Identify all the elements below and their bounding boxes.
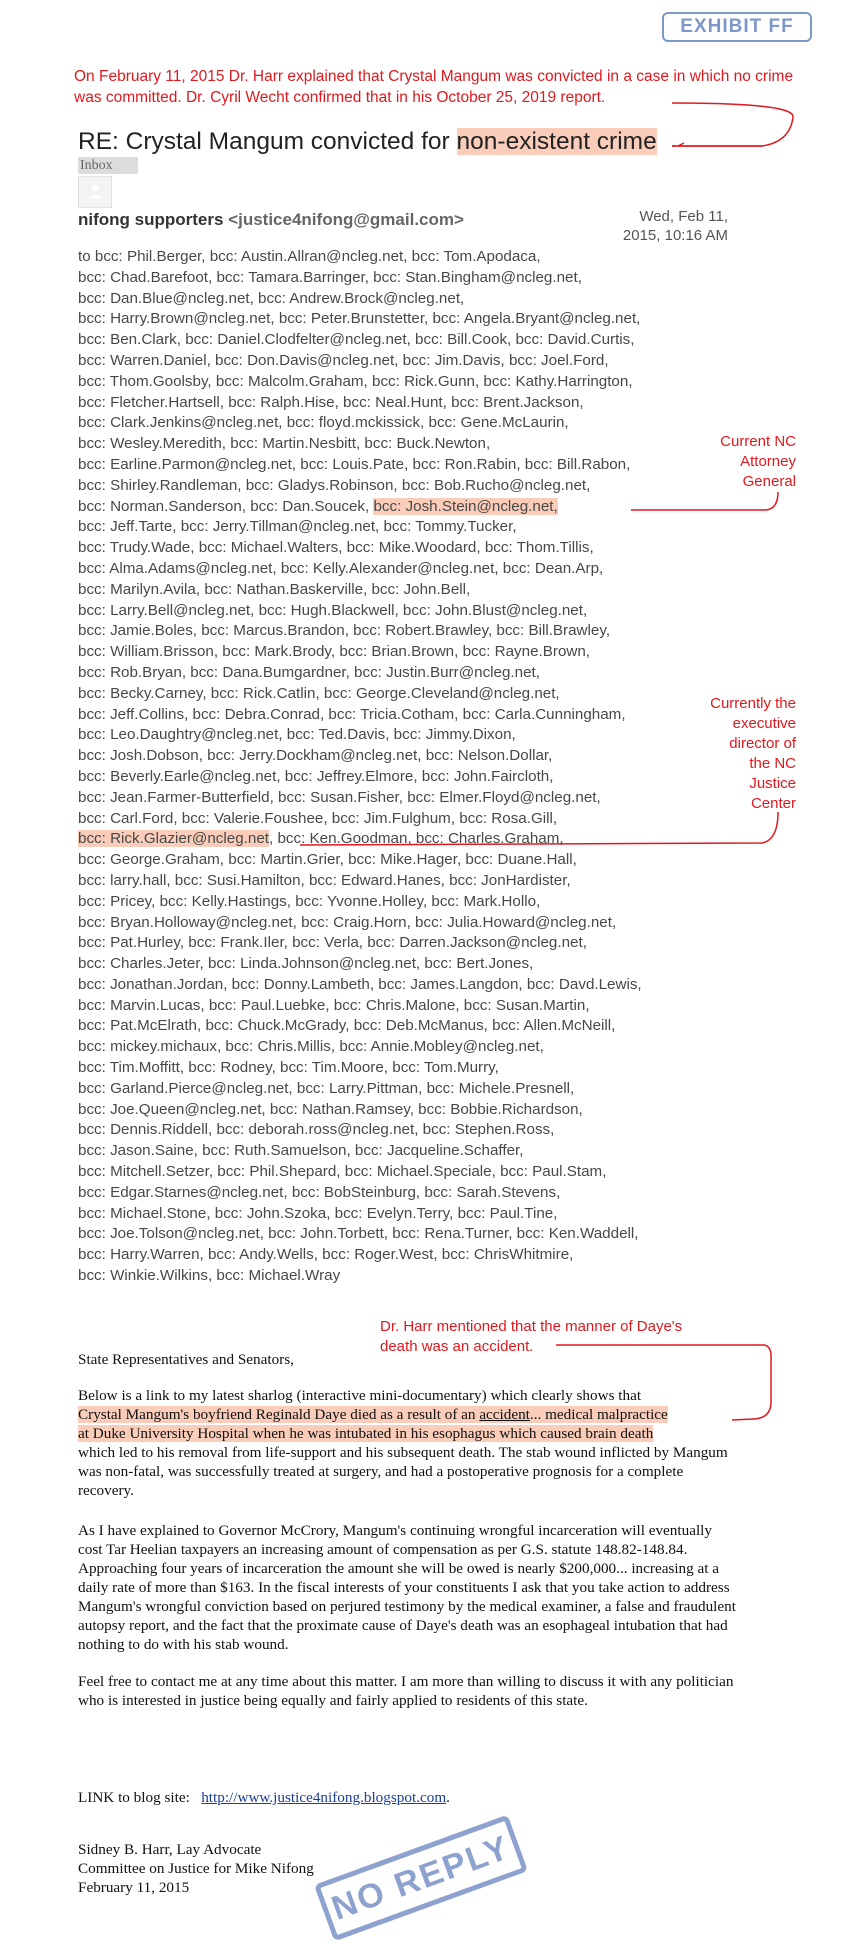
sig-org: Committee on Justice for Mike Nifong xyxy=(78,1860,314,1877)
p1-highlight-a: Crystal Mangum's boyfriend Reginald Daye died as a result of an xyxy=(78,1406,480,1423)
recipient-line: bcc: Harry.Warren, bcc: Andy.Wells, bcc: Roger.West, bcc: ChrisWhitmire, xyxy=(78,1246,574,1264)
inbox-label[interactable]: Inbox xyxy=(78,157,138,174)
glazier-highlight: bcc: Rick.Glazier@ncleg.net xyxy=(78,830,269,848)
subject-prefix: RE: Crystal Mangum convicted for xyxy=(78,128,457,155)
recipient-line: bcc: Rob.Bryan, bcc: Dana.Bumgardner, bcc: Justin.Burr@ncleg.net, xyxy=(78,663,540,681)
sig-name: Sidney B. Harr, Lay Advocate xyxy=(78,1841,262,1858)
date-line-1: Wed, Feb 11, xyxy=(639,208,728,225)
recipient-line: bcc: Marvin.Lucas, bcc: Paul.Luebke, bcc: Chris.Malone, bcc: Susan.Martin, xyxy=(78,996,590,1014)
recipient-line: bcc: George.Graham, bcc: Martin.Grier, bcc: Mike.Hager, bcc: Duane.Hall, xyxy=(78,851,577,869)
recipient-line: bcc: Larry.Bell@ncleg.net, bcc: Hugh.Blackwell, bcc: John.Blust@ncleg.net, xyxy=(78,601,588,619)
recipient-line: bcc: Chad.Barefoot, bcc: Tamara.Barringer, bcc: Stan.Bingham@ncleg.net, xyxy=(78,268,582,286)
sig-date: February 11, 2015 xyxy=(78,1879,190,1896)
recipient-line: bcc: Pat.McElrath, bcc: Chuck.McGrady, bcc: Deb.McManus, bcc: Allen.McNeill, xyxy=(78,1017,616,1035)
harr-note-line: death was an accident. xyxy=(380,1338,534,1355)
recipient-line: bcc: Trudy.Wade, bcc: Michael.Walters, bcc: Mike.Woodard, bcc: Thom.Tillis, xyxy=(78,539,594,557)
recipient-line: bcc: Ben.Clark, bcc: Daniel.Clodfelter@ncleg.net, bcc: Bill.Cook, bcc: David.Curtis, xyxy=(78,331,635,349)
recipient-line: bcc: Alma.Adams@ncleg.net, bcc: Kelly.Alexander@ncleg.net, bcc: Dean.Arp, xyxy=(78,559,604,577)
glazier-note-line: Justice xyxy=(749,775,796,792)
no-reply-stamp: NO REPLY xyxy=(314,1815,528,1942)
recipient-line: bcc: Becky.Carney, bcc: Rick.Catlin, bcc: George.Cleveland@ncleg.net, xyxy=(78,684,560,702)
stein-highlight: bcc: Josh.Stein@ncleg.net, xyxy=(373,497,558,515)
recipient-line: bcc: Earline.Parmon@ncleg.net, bcc: Louis.Pate, bcc: Ron.Rabin, bcc: Bill.Rabon, xyxy=(78,455,631,473)
recipient-line: bcc: Edgar.Starnes@ncleg.net, bcc: BobSteinburg, bcc: Sarah.Stevens, xyxy=(78,1183,561,1201)
recipient-line: bcc: Michael.Stone, bcc: John.Szoka, bcc: Evelyn.Terry, bcc: Paul.Tine, xyxy=(78,1204,558,1222)
p2-text: As I have explained to Governor McCrory, Mangum's continuing wrongful incarceration will eventually cost Tar Heelian taxpayers an increasing amount of compensation as per G.S. statute 148.82-148.84. Approaching four years of incarceration the amount she will be owed is nearly $200,000... increasing at a daily rate of more than $163. In the fiscal interests of your constituents I ask that you take action to address Mangum's wrongful conviction based on perjured testimony by the medical examiner, a false and fraudulent autopsy report, and the fact that the proximate cause of Daye's death was an esophageal intubation that had nothing to do with his stab wound. xyxy=(78,1522,736,1653)
recipient-line: bcc: Warren.Daniel, bcc: Don.Davis@ncleg.net, bcc: Jim.Davis, bcc: Joel.Ford, xyxy=(78,351,609,369)
glazier-note-line: executive xyxy=(732,715,796,732)
stein-line-prefix: bcc: Norman.Sanderson, bcc: Dan.Soucek, xyxy=(78,497,374,515)
recipient-line: bcc: Leo.Daughtry@ncleg.net, bcc: Ted.Davis, bcc: Jimmy.Dixon, xyxy=(78,726,516,744)
stein-callout-line xyxy=(631,492,778,510)
blog-link[interactable]: http://www.justice4nifong.blogspot.com xyxy=(201,1789,447,1806)
subject-highlight: non-existent crime xyxy=(456,128,657,155)
p1-line-start: Below is a link to my latest sharlog (interactive mini-documentary) which clearly shows that xyxy=(78,1387,642,1404)
recipient-line: bcc: Mitchell.Setzer, bcc: Phil.Shepard, bcc: Michael.Speciale, bcc: Paul.Stam, xyxy=(78,1163,607,1181)
stein-note-line: General xyxy=(742,473,796,490)
glazier-callout-line xyxy=(300,812,778,845)
p1-highlight-line-2: at Duke University Hospital when he was intubated in his esophagus which caused brain death xyxy=(78,1425,654,1442)
top-annotation: On February 11, 2015 Dr. Harr explained that Crystal Mangum was convicted in a case in which no crime was committed. Dr. Cyril Wecht confirmed that in his October 25, 2019 report. xyxy=(74,68,794,106)
recipient-line: bcc: William.Brisson, bcc: Mark.Brody, bcc: Brian.Brown, bcc: Rayne.Brown, xyxy=(78,643,591,661)
recipient-line: bcc: Harry.Brown@ncleg.net, bcc: Peter.Brunstetter, bcc: Angela.Bryant@ncleg.net, xyxy=(78,310,641,328)
sender-name: nifong supporters xyxy=(78,210,224,229)
recipient-line: bcc: Thom.Goolsby, bcc: Malcolm.Graham, bcc: Rick.Gunn, bcc: Kathy.Harrington, xyxy=(78,372,633,390)
stein-note-line: Current NC xyxy=(720,433,796,450)
stein-note-line: Attorney xyxy=(740,453,796,470)
glazier-line-suffix: , bcc: Ken.Goodman, bcc: Charles.Graham, xyxy=(269,830,564,848)
recipient-line: bcc: Joe.Tolson@ncleg.net, bcc: John.Torbett, bcc: Rena.Turner, bcc: Ken.Waddell, xyxy=(78,1225,639,1243)
glazier-note-line: Center xyxy=(750,795,796,812)
harr-note-line: Dr. Harr mentioned that the manner of Daye's xyxy=(380,1318,683,1335)
recipient-line: bcc: Dan.Blue@ncleg.net, bcc: Andrew.Brock@ncleg.net, xyxy=(78,289,465,307)
glazier-note-line: Currently the xyxy=(710,695,796,712)
recipient-line: bcc: Jeff.Tarte, bcc: Jerry.Tillman@ncleg.net, bcc: Tommy.Tucker, xyxy=(78,518,517,536)
p1-rest: which led to his removal from life-support and his subsequent death. The stab wound inflicted by Mangum was non-fatal, was successfully treated at surgery, and had a postoperative prognosis for a complete recovery. xyxy=(78,1444,728,1499)
harr-callout-line xyxy=(556,1345,771,1420)
exhibit-label: EXHIBIT FF xyxy=(662,12,812,42)
p3-text: Feel free to contact me at any time about this matter. I am more than willing to discuss it with any politician who is interested in justice being equally and fairly applied to residents of this state. xyxy=(78,1673,734,1709)
recipient-line: bcc: Dennis.Riddell, bcc: deborah.ross@ncleg.net, bcc: Stephen.Ross, xyxy=(78,1121,555,1139)
recipient-line: bcc: Josh.Dobson, bcc: Jerry.Dockham@ncleg.net, bcc: Nelson.Dollar, xyxy=(78,747,553,765)
letter-greeting: State Representatives and Senators, xyxy=(78,1351,294,1368)
glazier-note-line: director of xyxy=(729,735,796,752)
subject-callout-line xyxy=(672,103,793,146)
recipient-line: bcc: Pricey, bcc: Kelly.Hastings, bcc: Yvonne.Holley, bcc: Mark.Hollo, xyxy=(78,892,541,910)
recipient-line: to bcc: Phil.Berger, bcc: Austin.Allran@ncleg.net, bcc: Tom.Apodaca, xyxy=(78,248,541,265)
glazier-note-line: the NC xyxy=(749,755,796,772)
link-label: LINK to blog site: xyxy=(78,1789,190,1806)
link-period: . xyxy=(446,1789,450,1806)
recipient-line: bcc: Carl.Ford, bcc: Valerie.Foushee, bcc: Jim.Fulghum, bcc: Rosa.Gill, xyxy=(78,809,558,827)
recipient-line: bcc: Garland.Pierce@ncleg.net, bcc: Larry.Pittman, bcc: Michele.Presnell, xyxy=(78,1079,575,1097)
p1-accident: accident xyxy=(479,1406,530,1423)
recipient-line: bcc: Tim.Moffitt, bcc: Rodney, bcc: Tim.Moore, bcc: Tom.Murry, xyxy=(78,1059,499,1077)
recipient-line: bcc: Marilyn.Avila, bcc: Nathan.Baskerville, bcc: John.Bell, xyxy=(78,580,471,598)
date-line-2: 2015, 10:16 AM xyxy=(622,227,728,244)
recipient-line: bcc: Clark.Jenkins@ncleg.net, bcc: floyd.mckissick, bcc: Gene.McLaurin, xyxy=(78,414,569,432)
recipient-line: bcc: Bryan.Holloway@ncleg.net, bcc: Craig.Horn, bcc: Julia.Howard@ncleg.net, xyxy=(78,913,617,931)
recipient-line: bcc: Jeff.Collins, bcc: Debra.Conrad, bcc: Tricia.Cotham, bcc: Carla.Cunningham, xyxy=(78,705,626,723)
recipient-line: bcc: Winkie.Wilkins, bcc: Michael.Wray xyxy=(78,1267,341,1285)
sender-email: <justice4nifong@gmail.com> xyxy=(228,210,464,229)
recipient-line: bcc: mickey.michaux, bcc: Chris.Millis, bcc: Annie.Mobley@ncleg.net, xyxy=(78,1038,544,1056)
recipient-line: bcc: Charles.Jeter, bcc: Linda.Johnson@ncleg.net, bcc: Bert.Jones, xyxy=(78,955,534,973)
recipient-line: bcc: Pat.Hurley, bcc: Frank.Iler, bcc: Verla, bcc: Darren.Jackson@ncleg.net, xyxy=(78,934,587,952)
recipient-line: bcc: Jamie.Boles, bcc: Marcus.Brandon, bcc: Robert.Brawley, bcc: Bill.Brawley, xyxy=(78,622,611,640)
recipient-line: bcc: Beverly.Earle@ncleg.net, bcc: Jeffrey.Elmore, bcc: John.Faircloth, xyxy=(78,767,554,785)
recipient-line: bcc: Wesley.Meredith, bcc: Martin.Nesbitt, bcc: Buck.Newton, xyxy=(78,435,491,453)
p1-highlight-b: ... medical malpractice xyxy=(529,1406,668,1423)
recipient-line: bcc: Jason.Saine, bcc: Ruth.Samuelson, bcc: Jacqueline.Schaffer, xyxy=(78,1142,524,1160)
recipient-line: bcc: Joe.Queen@ncleg.net, bcc: Nathan.Ramsey, bcc: Bobbie.Richardson, xyxy=(78,1100,583,1118)
recipient-line: bcc: larry.hall, bcc: Susi.Hamilton, bcc: Edward.Hanes, bcc: JonHardister, xyxy=(78,871,571,889)
recipient-line: bcc: Fletcher.Hartsell, bcc: Ralph.Hise, bcc: Neal.Hunt, bcc: Brent.Jackson, xyxy=(78,393,584,411)
recipient-line: bcc: Jonathan.Jordan, bcc: Donny.Lambeth, bcc: James.Langdon, bcc: Davd.Lewis, xyxy=(78,975,642,993)
recipient-line: bcc: Shirley.Randleman, bcc: Gladys.Robinson, bcc: Bob.Rucho@ncleg.net, xyxy=(78,476,591,494)
recipient-line: bcc: Jean.Farmer-Butterfield, bcc: Susan.Fisher, bcc: Elmer.Floyd@ncleg.net, xyxy=(78,788,601,806)
